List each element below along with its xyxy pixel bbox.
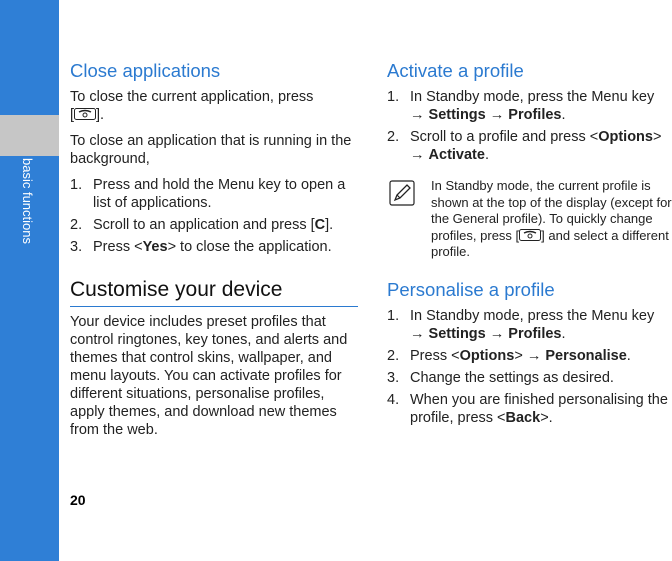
menu-profiles: Profiles bbox=[508, 325, 562, 342]
step-number: 3. bbox=[70, 239, 83, 255]
step-text: >. bbox=[540, 409, 553, 426]
softkey-options: Options bbox=[459, 347, 515, 364]
list-item bbox=[387, 391, 672, 427]
close-applications-heading: Close applications bbox=[70, 60, 221, 81]
key-label: C bbox=[314, 217, 326, 233]
step-number: 1. bbox=[70, 177, 83, 193]
step-text: . bbox=[561, 107, 566, 123]
arrow-icon: → bbox=[410, 107, 425, 123]
menu-personalise: Personalise bbox=[545, 347, 627, 364]
end-key-icon bbox=[519, 229, 541, 241]
list-item bbox=[70, 238, 358, 256]
customise-paragraph: Your device includes preset profiles that control ringtones, key tones, and alerts and themes that control skins, wallpaper, and menu layouts. You can activate profiles for different situations, personalise profiles, apply themes, and download new themes from the web. bbox=[70, 314, 348, 438]
personalise-profile-heading: Personalise a profile bbox=[387, 278, 555, 300]
side-tab-label: basic functions bbox=[20, 158, 35, 244]
arrow-icon: → bbox=[489, 325, 505, 342]
close-apps-p1-text: To close the current application, press bbox=[70, 89, 314, 105]
arrow-icon: → bbox=[489, 107, 505, 123]
menu-activate: Activate bbox=[428, 147, 485, 163]
close-apps-paragraph-2: To close an application that is running in the background, bbox=[70, 133, 352, 167]
softkey-options: Options bbox=[598, 129, 653, 145]
step-text: . bbox=[484, 147, 489, 163]
menu-settings: Settings bbox=[428, 325, 486, 342]
page-number: 20 bbox=[70, 492, 86, 508]
menu-settings: Settings bbox=[428, 107, 486, 123]
note-text: In Standby mode, the current profile is shown at the top of the display (except for the General profile). To quickly change profiles, press [ bbox=[431, 178, 672, 243]
step-text: ]. bbox=[325, 217, 334, 233]
customise-device-heading: Customise your device bbox=[70, 278, 358, 307]
step-number: 1. bbox=[387, 89, 400, 105]
list-item bbox=[387, 88, 672, 124]
right-column bbox=[387, 60, 672, 435]
end-key-icon bbox=[74, 108, 96, 120]
step-text: In Standby mode, press the Menu key bbox=[410, 307, 655, 324]
step-text: . bbox=[561, 325, 566, 342]
step-text: Scroll to a profile and press < bbox=[410, 129, 599, 145]
list-item bbox=[387, 307, 672, 343]
side-tab-band bbox=[0, 115, 59, 156]
close-apps-paragraph-1 bbox=[70, 88, 358, 124]
menu-profiles: Profiles bbox=[508, 107, 562, 123]
bracket-close: ]. bbox=[96, 107, 105, 123]
arrow-icon: → bbox=[410, 325, 425, 342]
step-text: > bbox=[514, 347, 523, 364]
step-text: Change the settings as desired. bbox=[410, 369, 614, 386]
step-text: Press < bbox=[410, 347, 460, 364]
side-tab bbox=[0, 0, 59, 561]
softkey-back: Back bbox=[505, 409, 541, 426]
arrow-icon: → bbox=[526, 347, 542, 364]
step-number: 1. bbox=[387, 307, 400, 324]
step-text: Press and hold the Menu key to open a list of applications. bbox=[93, 177, 346, 211]
arrow-icon: → bbox=[410, 147, 425, 163]
bracket-open: [ bbox=[70, 107, 75, 123]
step-number: 2. bbox=[387, 129, 400, 145]
step-text: When you are finished personalising the profile, press < bbox=[410, 391, 668, 426]
list-item bbox=[387, 347, 672, 365]
note-box bbox=[387, 178, 672, 261]
pencil-note-icon bbox=[389, 180, 415, 206]
step-text: > bbox=[652, 129, 662, 145]
list-item bbox=[387, 128, 672, 164]
step-number: 4. bbox=[387, 391, 400, 408]
step-text: Press < bbox=[93, 239, 143, 255]
step-number: 3. bbox=[387, 369, 400, 386]
step-text: In Standby mode, press the Menu key bbox=[410, 89, 655, 105]
step-number: 2. bbox=[70, 217, 83, 233]
note-text: ] and select a different profile. bbox=[431, 227, 669, 259]
list-item bbox=[70, 216, 358, 234]
activate-steps bbox=[387, 88, 672, 164]
softkey-label: Yes bbox=[142, 239, 168, 255]
step-number: 2. bbox=[387, 347, 400, 364]
personalise-steps bbox=[387, 307, 672, 427]
activate-profile-heading: Activate a profile bbox=[387, 60, 524, 81]
step-text: Scroll to an application and press [ bbox=[93, 217, 315, 233]
close-apps-steps bbox=[70, 176, 358, 256]
step-text: . bbox=[626, 347, 631, 364]
list-item bbox=[70, 176, 358, 212]
left-column bbox=[70, 60, 358, 447]
step-text: > to close the application. bbox=[167, 239, 332, 255]
list-item bbox=[387, 369, 672, 387]
